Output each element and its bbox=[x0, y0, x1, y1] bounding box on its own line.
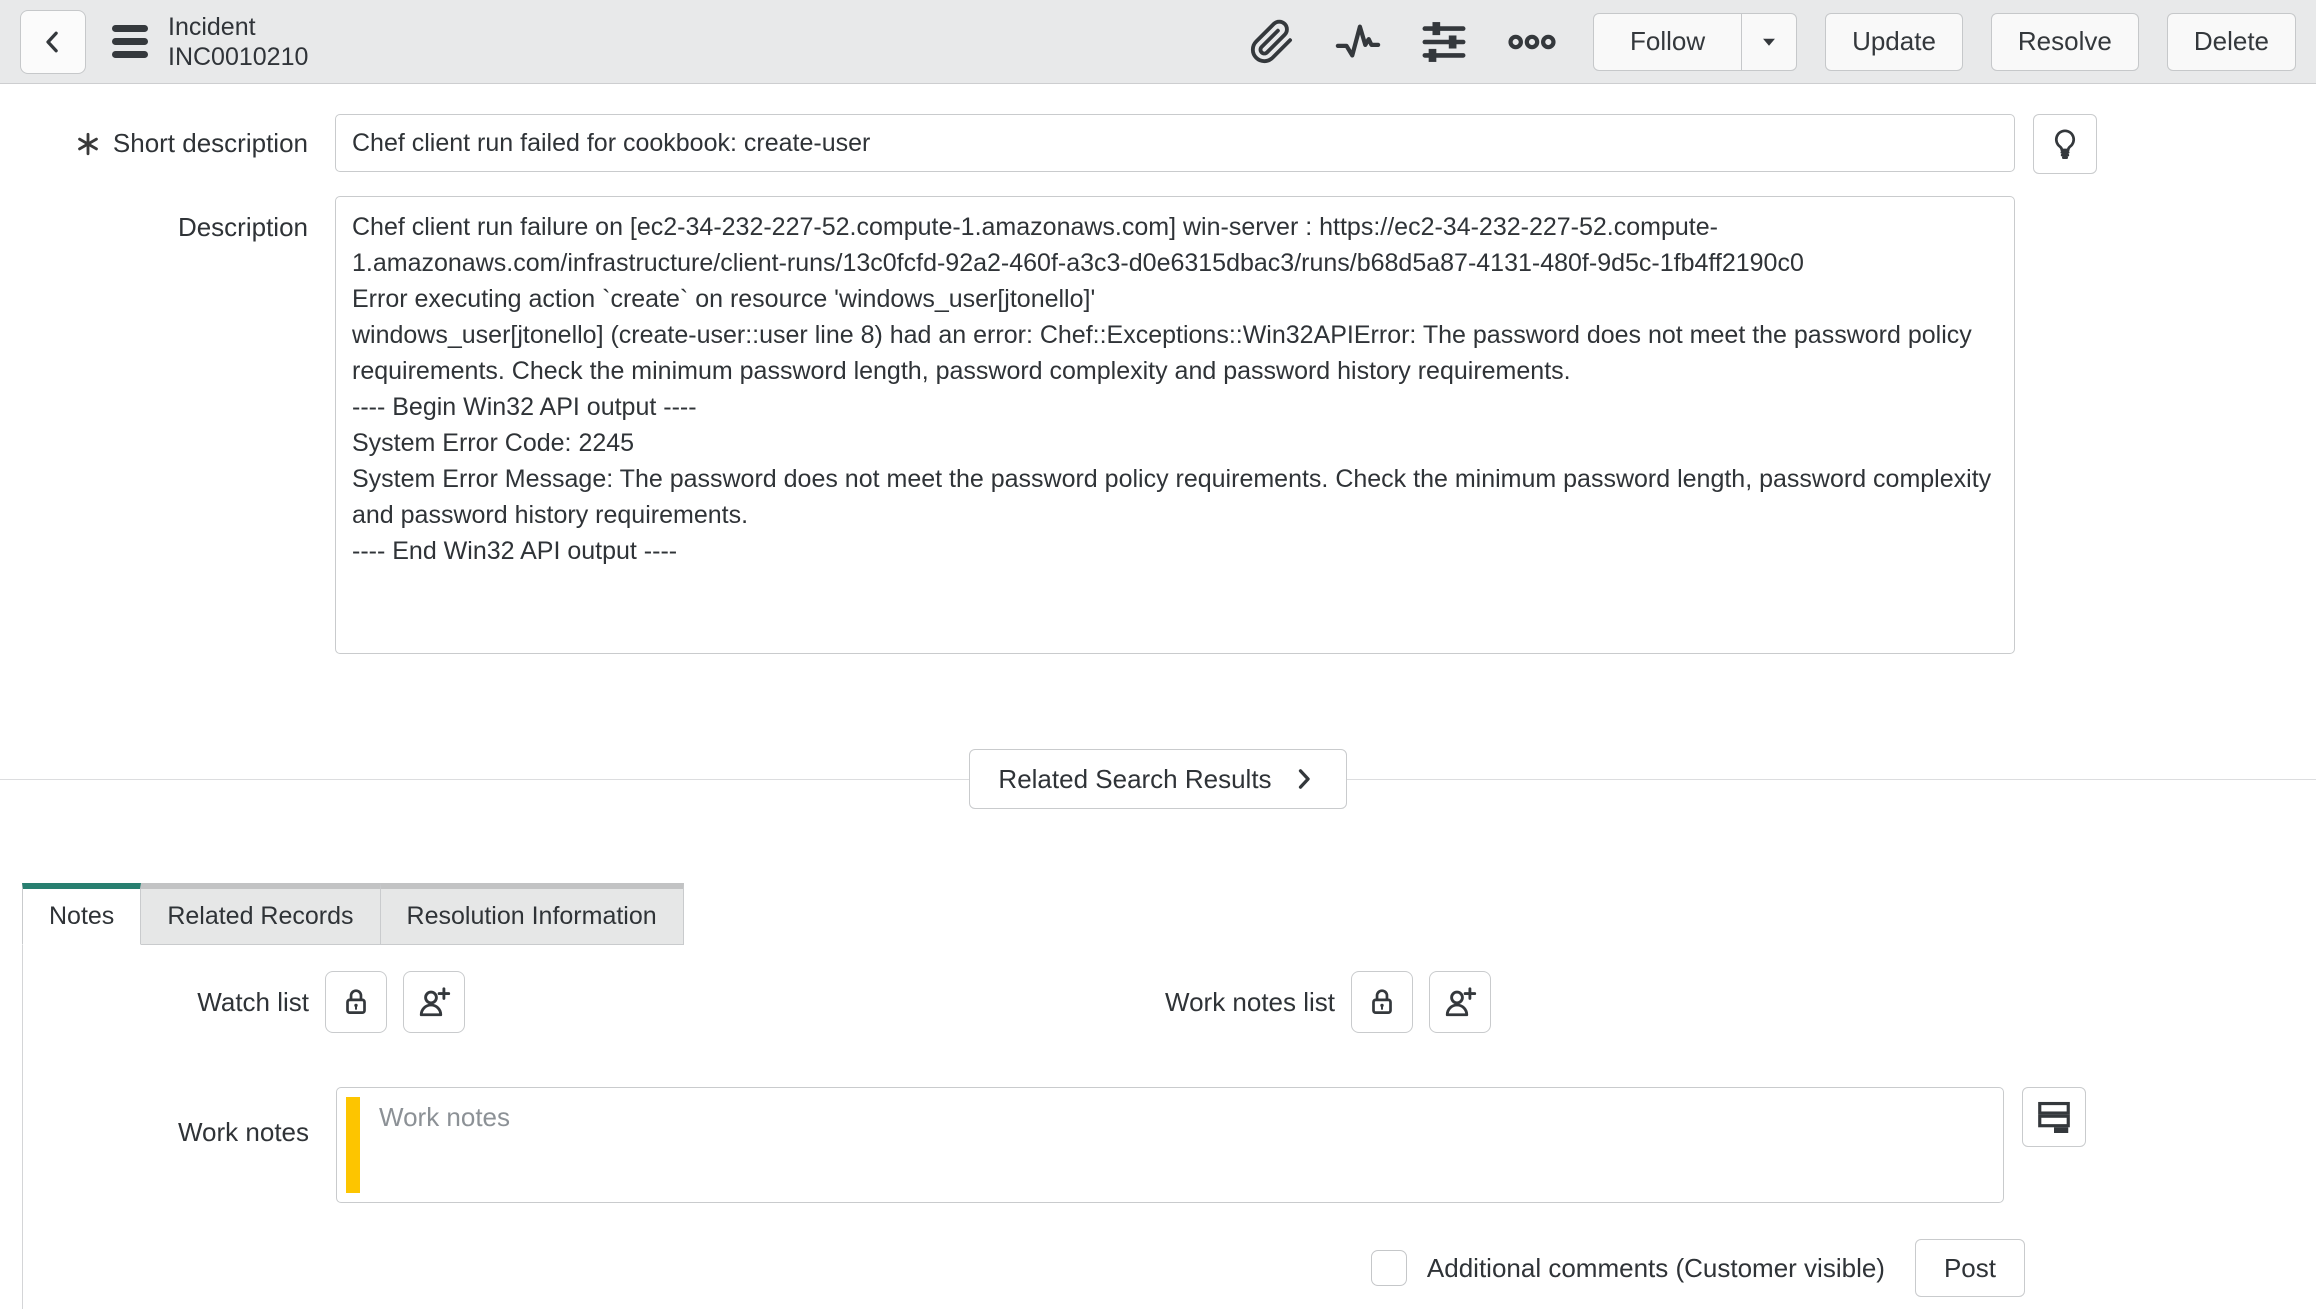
pulse-icon bbox=[1335, 19, 1381, 65]
paperclip-icon bbox=[1249, 19, 1295, 65]
tab-bar bbox=[22, 883, 2316, 945]
notes-tab-panel bbox=[22, 945, 2316, 1309]
more-options-icon bbox=[1507, 19, 1557, 65]
related-search-results-label: Related Search Results bbox=[998, 763, 1272, 794]
journal-rows-icon bbox=[2035, 1098, 2073, 1136]
short-description-label-cell bbox=[0, 114, 308, 159]
form-header bbox=[0, 0, 2316, 84]
work-notes-textarea[interactable] bbox=[337, 1088, 2003, 1202]
attachment-button[interactable] bbox=[1249, 19, 1295, 65]
post-row bbox=[23, 1239, 2025, 1297]
personalize-form-button[interactable] bbox=[1421, 19, 1467, 65]
work-notes-field bbox=[336, 1087, 2004, 1203]
description-label: Description bbox=[177, 212, 308, 242]
short-description-label: Short description bbox=[112, 128, 308, 158]
watch-list-add-person-button[interactable] bbox=[403, 971, 465, 1033]
person-add-icon bbox=[1442, 984, 1478, 1020]
description-label-cell bbox=[0, 196, 308, 243]
header-toolbar bbox=[1249, 19, 1557, 65]
follow-button[interactable]: Follow bbox=[1594, 14, 1742, 70]
tabs-section bbox=[22, 883, 2316, 1309]
work-notes-list-label: Work notes list bbox=[1165, 986, 1336, 1017]
description-textarea[interactable] bbox=[335, 196, 2015, 654]
watch-list-row bbox=[23, 971, 2316, 1033]
delete-button[interactable]: Delete bbox=[2167, 13, 2296, 71]
chevron-left-icon bbox=[38, 27, 68, 57]
record-type: Incident bbox=[168, 12, 256, 41]
lightbulb-icon bbox=[2047, 126, 2083, 162]
record-number: INC0010210 bbox=[168, 42, 309, 71]
work-notes-row bbox=[23, 1087, 2316, 1203]
sliders-icon bbox=[1421, 19, 1467, 65]
person-add-icon bbox=[416, 984, 452, 1020]
additional-comments-checkbox[interactable] bbox=[1371, 1250, 1407, 1286]
short-description-row bbox=[0, 114, 2316, 174]
activity-stream-button[interactable] bbox=[1335, 19, 1381, 65]
more-options-button[interactable] bbox=[1507, 19, 1557, 65]
resolve-button[interactable]: Resolve bbox=[1991, 13, 2139, 71]
tab-related-records[interactable]: Related Records bbox=[141, 883, 380, 945]
back-button[interactable] bbox=[20, 10, 86, 74]
toggle-journal-fields-button[interactable] bbox=[2022, 1087, 2086, 1147]
watch-list-label: Watch list bbox=[197, 986, 309, 1017]
follow-dropdown-button[interactable] bbox=[1742, 14, 1796, 70]
tab-resolution-information[interactable]: Resolution Information bbox=[381, 883, 684, 945]
related-search-results-button[interactable] bbox=[969, 749, 1346, 809]
update-button[interactable]: Update bbox=[1825, 13, 1963, 71]
caret-down-icon bbox=[1756, 29, 1782, 55]
short-description-input[interactable] bbox=[335, 114, 2015, 172]
work-notes-list-group bbox=[1165, 971, 1491, 1033]
record-title bbox=[168, 12, 308, 72]
context-menu-icon[interactable] bbox=[112, 25, 148, 58]
follow-split-button bbox=[1593, 13, 1797, 71]
suggestion-button[interactable] bbox=[2033, 114, 2097, 174]
tab-notes[interactable]: Notes bbox=[22, 883, 141, 945]
work-notes-list-add-person-button[interactable] bbox=[1429, 971, 1491, 1033]
required-asterisk-icon bbox=[75, 131, 101, 157]
chevron-right-icon bbox=[1290, 765, 1318, 793]
work-notes-label: Work notes bbox=[177, 1117, 309, 1147]
additional-comments-label: Additional comments (Customer visible) bbox=[1426, 1252, 1885, 1283]
related-search-section bbox=[0, 749, 2316, 809]
post-button[interactable]: Post bbox=[1915, 1239, 2025, 1297]
work-notes-list-lock-button[interactable] bbox=[1351, 971, 1413, 1033]
watch-list-lock-button[interactable] bbox=[325, 971, 387, 1033]
description-row bbox=[0, 196, 2316, 659]
lock-icon bbox=[1365, 985, 1399, 1019]
lock-icon bbox=[339, 985, 373, 1019]
